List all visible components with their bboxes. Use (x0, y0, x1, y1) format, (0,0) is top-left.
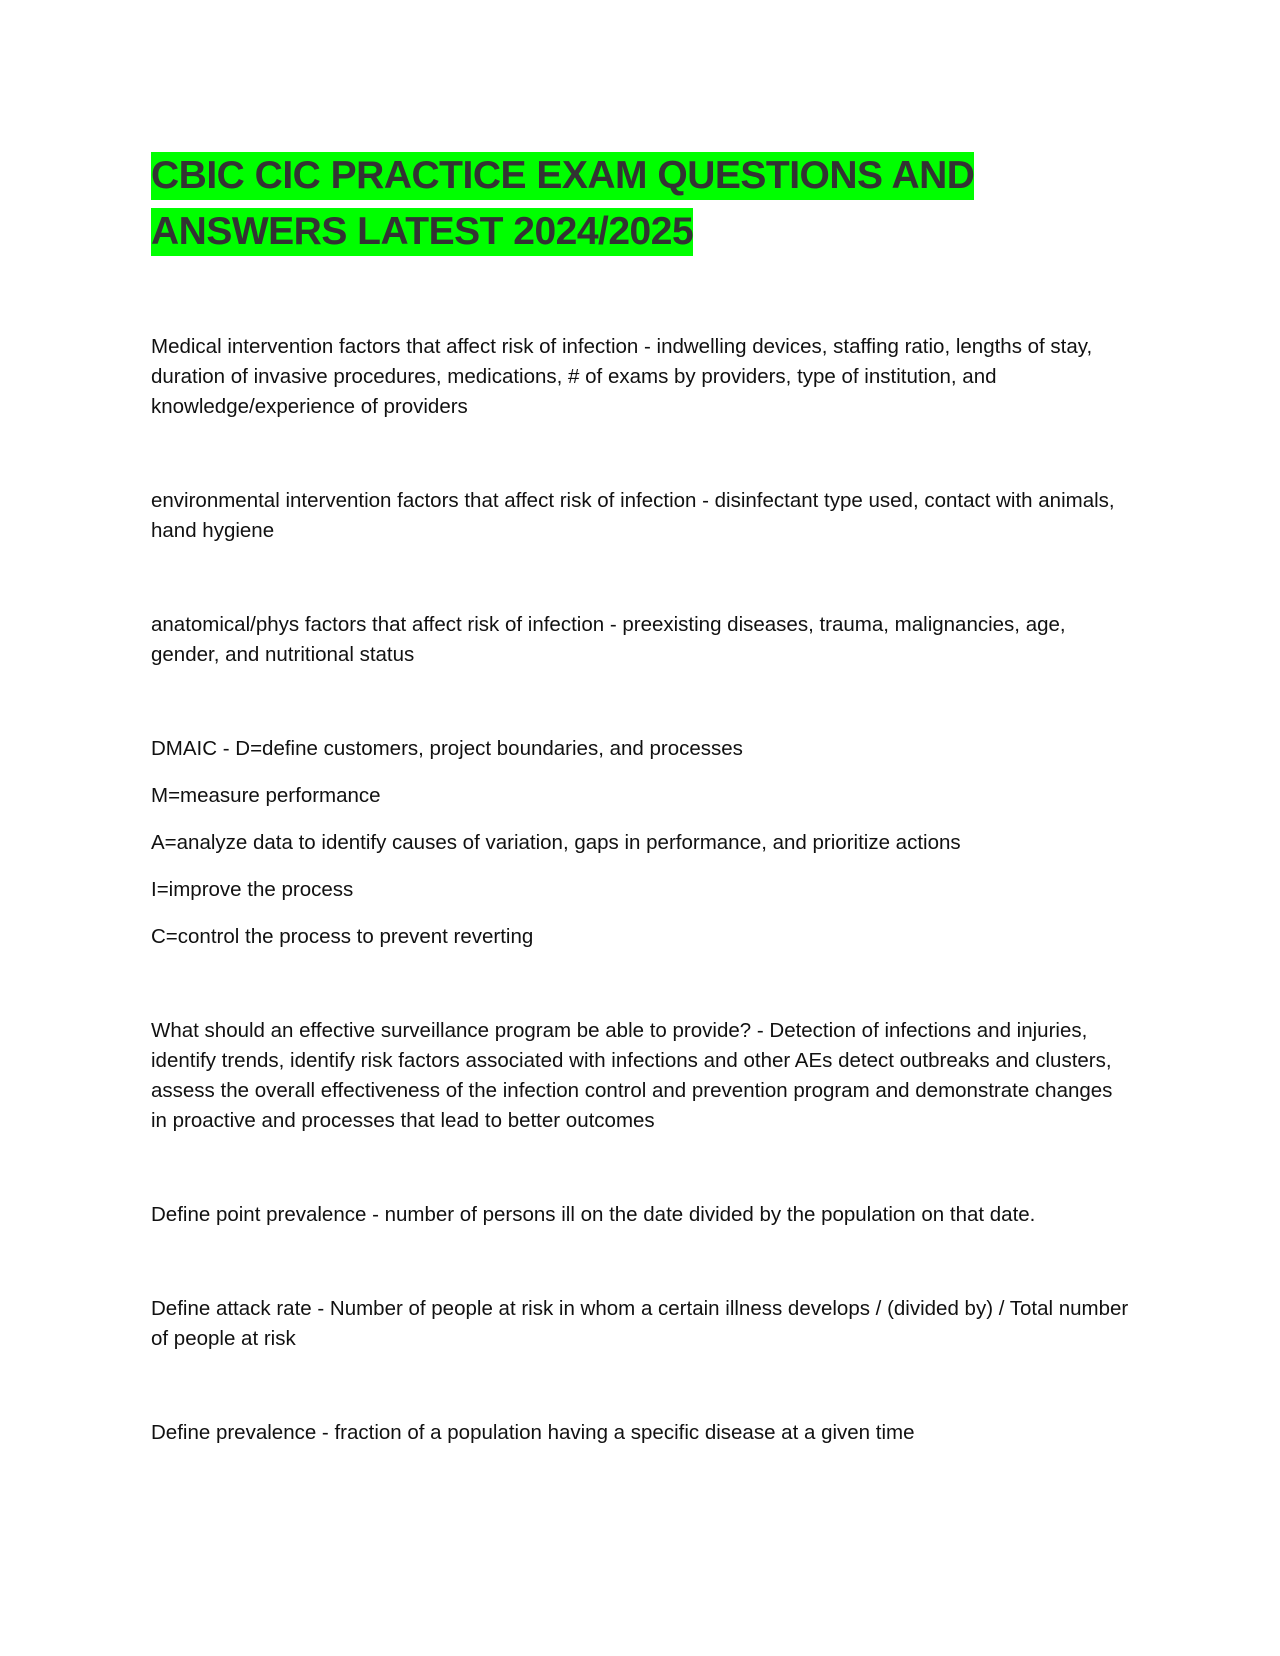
qa-text: anatomical/phys factors that affect risk of infection - preexisting diseases, trauma, malignancies, age, gender, and nutritional status (151, 613, 1066, 666)
qa-text: What should an effective surveillance program be able to provide? - Detection of infections and injuries, identify trends, identify risk factors associated with infections and other AEs detect outbreaks and clusters, assess the overall effectiveness of the infection control and prevention program and demonstrate changes in proactive and processes that lead to better outcomes (151, 1019, 1113, 1132)
document-title-highlight: CBIC CIC PRACTICE EXAM QUESTIONS AND ANSWERS LATEST 2024/2025 (151, 152, 974, 256)
qa-entry-attack-rate (151, 1294, 1131, 1354)
qa-entry-surveillance-program (151, 1016, 1131, 1136)
dmaic-line-measure: M=measure performance (151, 784, 381, 807)
dmaic-line-improve: I=improve the process (151, 878, 354, 901)
qa-text: Define attack rate - Number of people at risk in whom a certain illness develops / (divided by) / Total number of people at risk (151, 1297, 1129, 1350)
document-page (151, 148, 1131, 1512)
qa-text: Medical intervention factors that affect risk of infection - indwelling devices, staffing ratio, lengths of stay, duration of invasive procedures, medications, # of exams by providers, type of institution, and knowledge/experience of providers (151, 335, 1093, 418)
qa-entry-environmental-factors (151, 486, 1131, 546)
qa-list (151, 332, 1131, 1448)
dmaic-line-define: DMAIC - D=define customers, project boundaries, and processes (151, 737, 743, 760)
qa-entry-prevalence (151, 1418, 1131, 1448)
dmaic-lines (151, 734, 1131, 952)
document-title (151, 148, 1091, 260)
qa-entry-anatomical-factors (151, 610, 1131, 670)
qa-entry-point-prevalence (151, 1200, 1131, 1230)
qa-entry-medical-factors (151, 332, 1131, 422)
dmaic-line-analyze: A=analyze data to identify causes of variation, gaps in performance, and prioritize actions (151, 831, 961, 854)
qa-text: Define prevalence - fraction of a population having a specific disease at a given time (151, 1421, 915, 1444)
dmaic-line-control: C=control the process to prevent reverting (151, 925, 534, 948)
qa-entry-dmaic (151, 734, 1131, 952)
qa-text: environmental intervention factors that affect risk of infection - disinfectant type used, contact with animals, hand hygiene (151, 489, 1115, 542)
qa-text: Define point prevalence - number of persons ill on the date divided by the population on that date. (151, 1203, 1036, 1226)
